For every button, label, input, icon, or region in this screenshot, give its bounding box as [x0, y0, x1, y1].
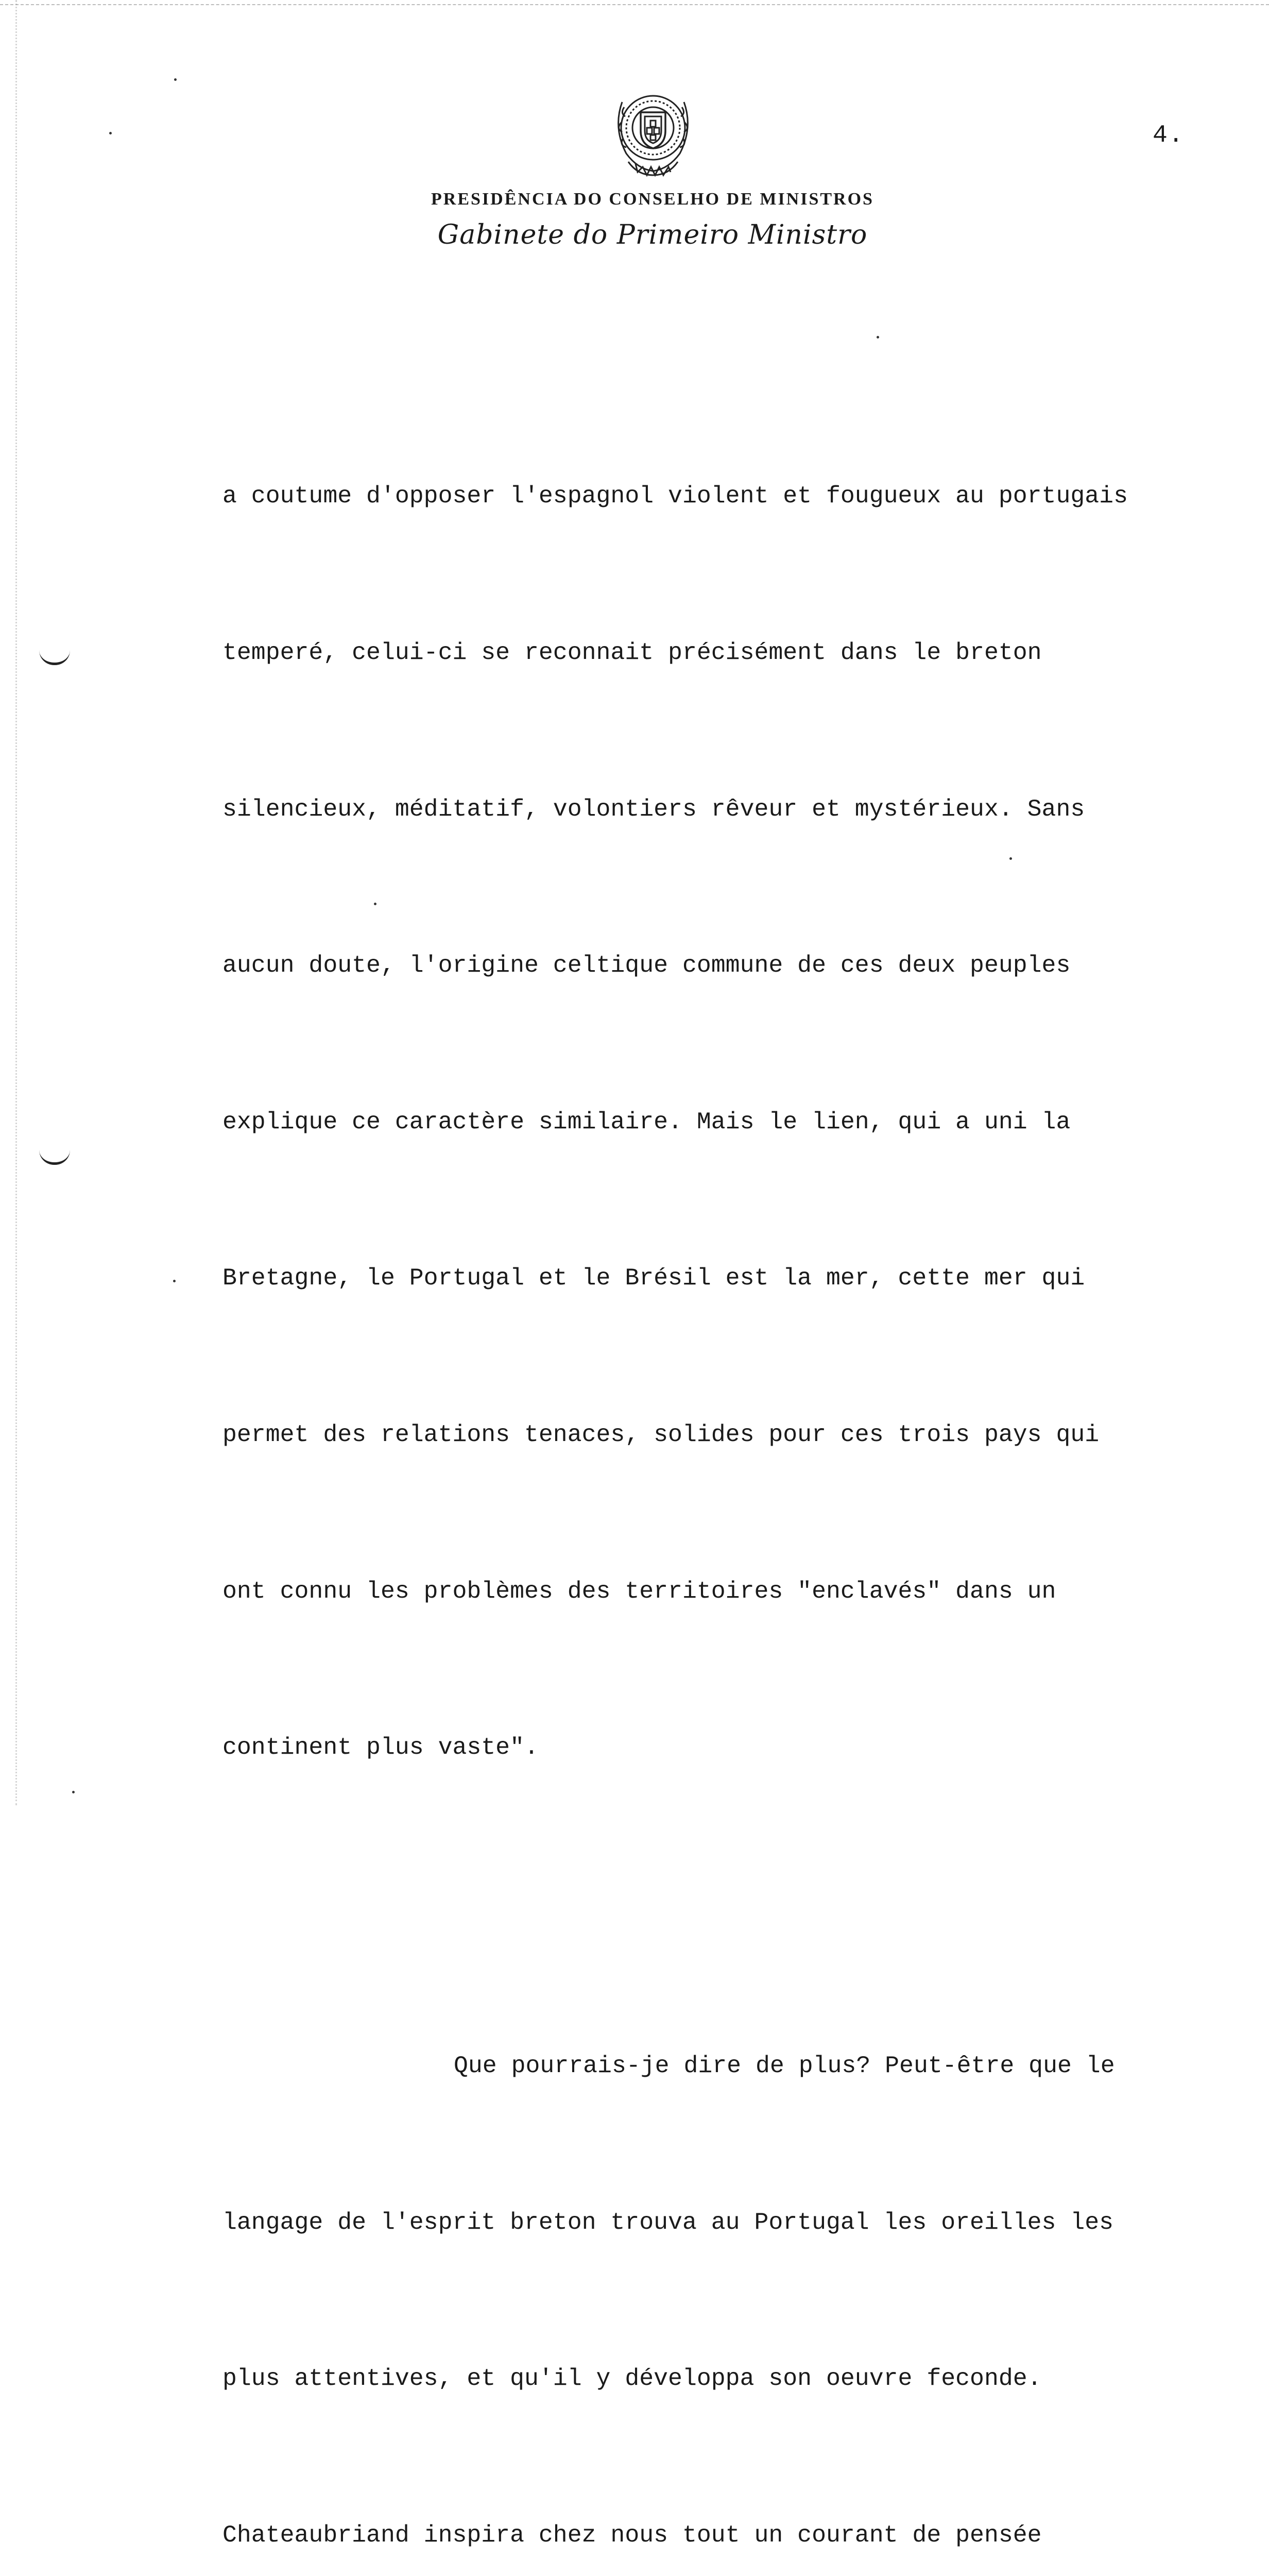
scan-speck [173, 1280, 176, 1282]
paragraph [222, 1936, 1258, 2576]
scan-speck [109, 132, 112, 134]
text-line: continent plus vaste". [222, 1734, 539, 1761]
text-line [222, 2040, 1258, 2092]
text-line: aucun doute, l'origine celtique commune de ces deux peuples [222, 952, 1071, 979]
text-line: plus attentives, et qu'il y développa son oeuvre feconde. [222, 2365, 1042, 2393]
text-line: silencieux, méditatif, volontiers rêveur et mystérieux. Sans [222, 795, 1085, 823]
scan-speck [72, 1791, 75, 1793]
text-line: permet des relations tenaces, solides pour ces trois pays qui [222, 1420, 1100, 1448]
punch-hole-mark [39, 1150, 70, 1165]
punch-hole-mark [39, 650, 70, 665]
institution-title: PRESIDÊNCIA DO CONSELHO DE MINISTROS [431, 190, 874, 209]
text-line-content: Que pourrais-je dire de plus? Peut-être que le [454, 2052, 1115, 2080]
cabinet-subtitle: Gabinete do Primeiro Ministro [437, 219, 868, 250]
scan-speck [877, 336, 879, 338]
text-line: a coutume d'opposer l'espagnol violent et fougueux au portugais [222, 482, 1128, 510]
text-line: ont connu les problèmes des territoires "enclavés" dans un [222, 1577, 1056, 1605]
portuguese-coat-of-arms-emblem-icon [602, 87, 705, 184]
text-line: Chateaubriand inspira chez nous tout un courant de pensée [222, 2521, 1042, 2549]
scan-speck [174, 78, 177, 81]
scan-top-edge [0, 4, 1269, 7]
text-line: langage de l'esprit breton trouva au Portugal les oreilles les [222, 2208, 1114, 2236]
scan-left-edge [0, 0, 17, 1805]
paragraph [222, 366, 1258, 1878]
letter-body [222, 366, 1258, 2576]
page-number: 4. [1153, 122, 1185, 149]
text-line: Bretagne, le Portugal et le Brésil est la mer, cette mer qui [222, 1264, 1085, 1292]
text-line: temperé, celui-ci se reconnait précisément dans le breton [222, 639, 1042, 666]
text-line: explique ce caractère similaire. Mais le lien, qui a uni la [222, 1108, 1071, 1136]
